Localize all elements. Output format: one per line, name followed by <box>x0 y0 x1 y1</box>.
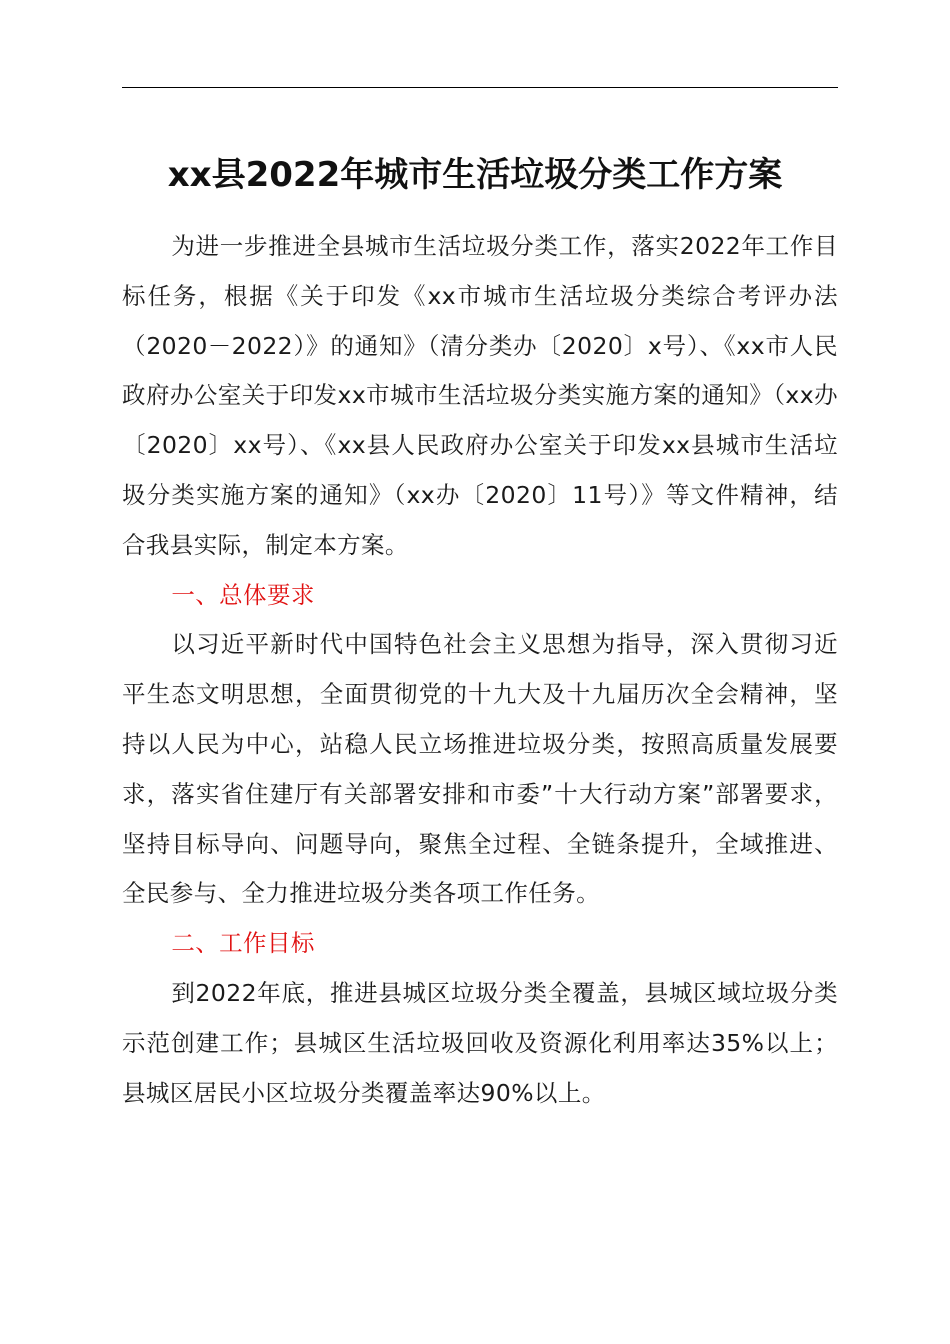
section-heading-work-goals: 二、工作目标 <box>171 929 315 958</box>
document-body <box>122 222 838 1118</box>
intro-paragraph: 为进一步推进全县城市生活垃圾分类工作，落实2022年工作目标任务，根据《关于印发《xx市城市生活垃圾分类综合考评办法（2020－2022）》的通知》（清分类办〔2020〕x号）、《xx市人民政府办公室关于印发xx市城市生活垃圾分类实施方案的通知》（xx办〔2020〕xx号）、《xx县人民政府办公室关于印发xx县城市生活垃圾分类实施方案的通知》（xx办〔2020〕11号）》等文件精神，结合我县实际，制定本方案。 <box>122 232 838 559</box>
section-heading-overall-requirements: 一、总体要求 <box>171 580 315 609</box>
section-body-work-goals: 到2022年底，推进县城区垃圾分类全覆盖，县城区域垃圾分类示范创建工作；县城区生活垃圾回收及资源化利用率达35%以上；县城区居民小区垃圾分类覆盖率达90%以上。 <box>122 978 838 1107</box>
section-body-overall-requirements: 以习近平新时代中国特色社会主义思想为指导，深入贯彻习近平生态文明思想，全面贯彻党的十九大及十九届历次全会精神，坚持以人民为中心，站稳人民立场推进垃圾分类，按照高质量发展要求，落实省住建厅有关部署安排和市委”十大行动方案”部署要求，坚持目标导向、问题导向，聚焦全过程、全链条提升，全域推进、全民参与、全力推进垃圾分类各项工作任务。 <box>122 630 838 908</box>
document-title: xx县2022年城市生活垃圾分类工作方案 <box>167 155 783 195</box>
header-rule <box>122 87 838 88</box>
